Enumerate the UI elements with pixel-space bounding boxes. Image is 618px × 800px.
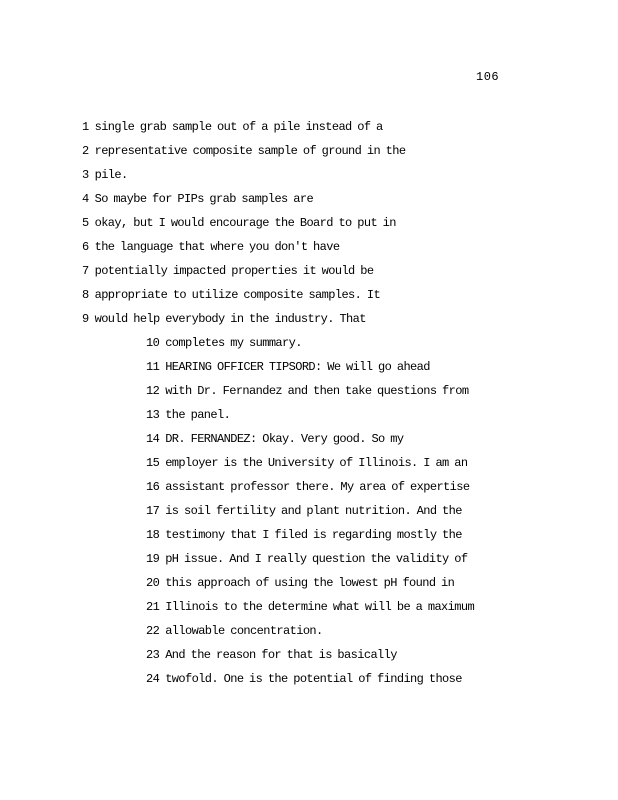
transcript-line <box>146 456 467 470</box>
transcript-line <box>82 216 396 230</box>
line-text: assistant professor there. My area of expertise <box>165 480 470 494</box>
transcript-line <box>146 648 397 662</box>
transcript-line <box>82 192 313 206</box>
line-text: representative composite sample of ground in the <box>94 144 406 158</box>
transcript-line <box>82 240 339 254</box>
line-text: okay, but I would encourage the Board to put in <box>94 216 396 230</box>
line-number: 10 <box>146 336 160 350</box>
line-number: 7 <box>82 264 89 278</box>
line-text: the panel. <box>165 408 231 422</box>
line-text: appropriate to utilize composite samples. It <box>94 288 381 302</box>
line-text: DR. FERNANDEZ: Okay. Very good. So my <box>165 432 404 446</box>
line-text: completes my summary. <box>165 336 302 350</box>
transcript-line <box>146 624 323 638</box>
transcript-line <box>146 480 469 494</box>
transcript-line <box>146 408 230 422</box>
transcript-line <box>146 600 474 614</box>
line-text: this approach of using the lowest pH found in <box>165 576 455 590</box>
transcript-line <box>146 336 302 350</box>
line-number: 23 <box>146 648 160 662</box>
line-text: with Dr. Fernandez and then take questions from <box>165 384 469 398</box>
line-text: allowable concentration. <box>165 624 323 638</box>
line-number: 15 <box>146 456 160 470</box>
transcript-line <box>146 432 403 446</box>
line-text: potentially impacted properties it would be <box>94 264 374 278</box>
transcript-line <box>146 528 462 542</box>
line-number: 8 <box>82 288 89 302</box>
line-number: 4 <box>82 192 89 206</box>
line-number: 9 <box>82 312 89 326</box>
line-text: pH issue. And I really question the validity of <box>165 552 468 566</box>
transcript-line <box>82 120 383 134</box>
line-text: pile. <box>94 168 128 182</box>
line-text: twofold. One is the potential of finding those <box>165 672 462 686</box>
line-number: 2 <box>82 144 89 158</box>
transcript-line <box>82 168 128 182</box>
line-number: 18 <box>146 528 160 542</box>
line-number: 11 <box>146 360 160 374</box>
line-text: And the reason for that is basically <box>165 648 397 662</box>
line-number: 5 <box>82 216 89 230</box>
line-number: 14 <box>146 432 160 446</box>
page-number: 106 <box>476 70 500 84</box>
line-number: 19 <box>146 552 160 566</box>
line-number: 20 <box>146 576 160 590</box>
line-number: 13 <box>146 408 160 422</box>
transcript-line <box>146 552 467 566</box>
line-number: 24 <box>146 672 160 686</box>
line-text: employer is the University of Illinois. I am an <box>165 456 468 470</box>
line-number: 1 <box>82 120 89 134</box>
line-text: HEARING OFFICER TIPSORD: We will go ahead <box>165 360 430 374</box>
transcript-line <box>82 288 380 302</box>
line-text: testimony that I filed is regarding mostly the <box>165 528 462 542</box>
transcript-line <box>82 264 373 278</box>
line-number: 17 <box>146 504 160 518</box>
line-text: the language that where you don't have <box>94 240 340 254</box>
line-text: Illinois to the determine what will be a maximum <box>165 600 475 614</box>
transcript-line <box>146 576 454 590</box>
line-text: So maybe for PIPs grab samples are <box>94 192 314 206</box>
line-number: 12 <box>146 384 160 398</box>
line-number: 16 <box>146 480 160 494</box>
line-text: single grab sample out of a pile instead of a <box>94 120 383 134</box>
line-number: 6 <box>82 240 89 254</box>
transcript-line <box>146 504 462 518</box>
transcript-line <box>146 672 462 686</box>
line-number: 22 <box>146 624 160 638</box>
transcript-line <box>82 312 366 326</box>
transcript-line <box>82 144 405 158</box>
transcript-line <box>146 360 430 374</box>
line-number: 3 <box>82 168 89 182</box>
transcript-line <box>146 384 468 398</box>
line-number: 21 <box>146 600 160 614</box>
line-text: would help everybody in the industry. That <box>94 312 366 326</box>
line-text: is soil fertility and plant nutrition. And the <box>165 504 462 518</box>
